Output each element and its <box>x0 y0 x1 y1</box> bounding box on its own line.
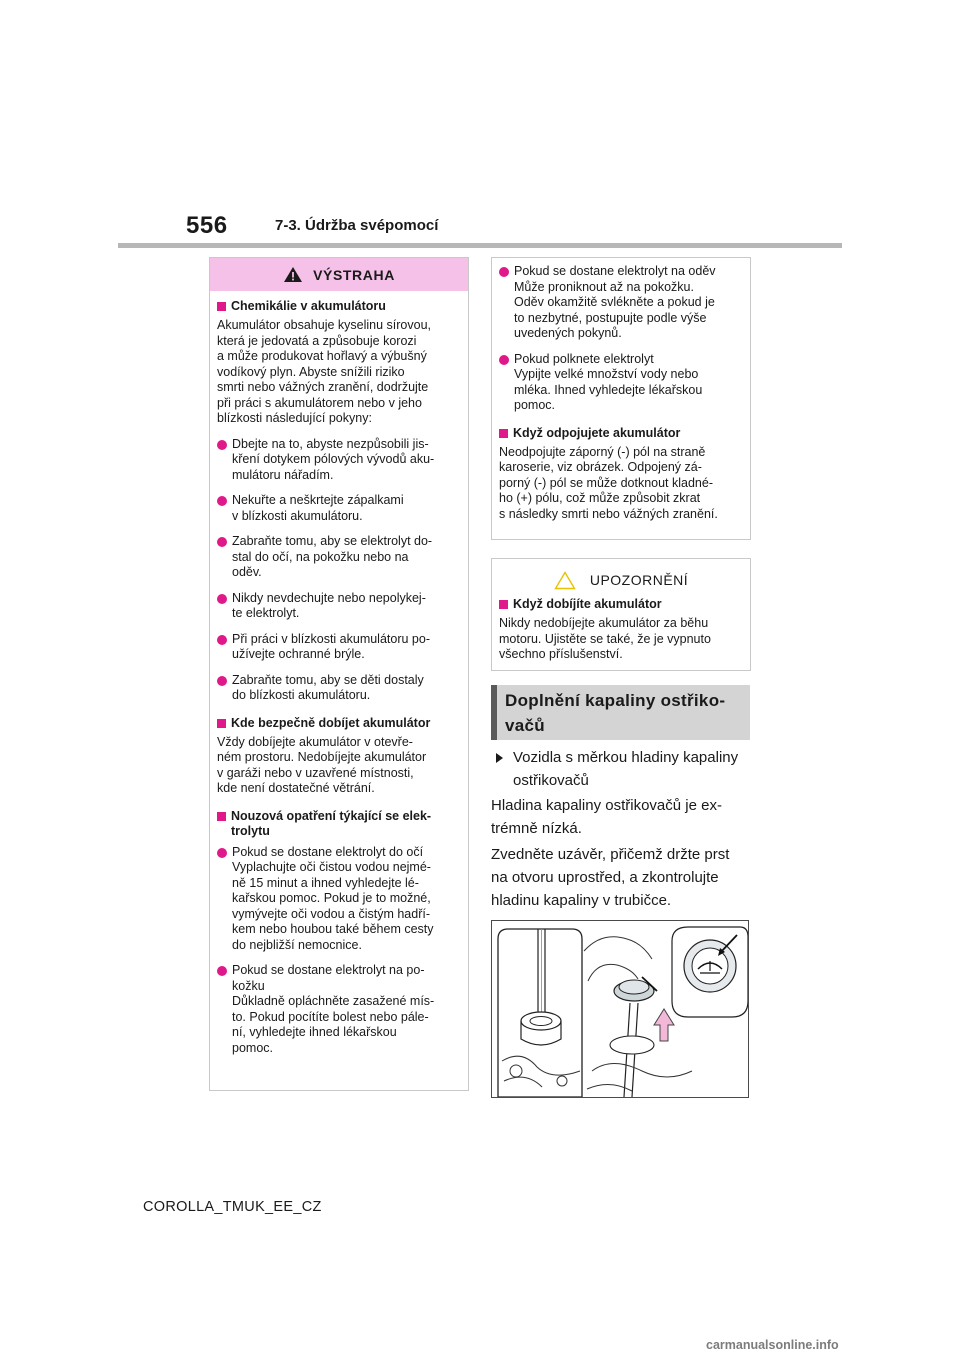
warning-bullet: Zabraňte tomu, aby se děti dostaly do blízkosti akumulátoru. <box>217 673 463 704</box>
circle-bullet-icon <box>217 537 227 547</box>
warning-bullet: Dbejte na to, abyste nezpůsobili jis- kření dotykem pólových vývodů aku- mulátoru nářadím. <box>217 437 463 484</box>
caution-header <box>492 559 750 595</box>
warning-subheading: Nouzová opatření týkající se elek- trolytu <box>217 809 463 839</box>
warning-bullet: Nekuřte a neškrtejte zápalkami v blízkosti akumulátoru. <box>217 493 463 524</box>
warning-bullet: Zabraňte tomu, aby se elektrolyt do- stal do očí, na pokožku nebo na oděv. <box>217 534 463 581</box>
square-bullet-icon <box>217 302 226 311</box>
warning-triangle-icon <box>283 266 303 283</box>
square-bullet-icon <box>499 429 508 438</box>
warning-header <box>210 258 468 291</box>
circle-bullet-icon <box>217 594 227 604</box>
page-number: 556 <box>186 212 228 239</box>
body-paragraph: Hladina kapaliny ostřikovačů je ex- trémně nízká. <box>491 797 722 837</box>
warning-bullet: Při práci v blízkosti akumulátoru po- užívejte ochranné brýle. <box>217 632 463 663</box>
circle-bullet-icon <box>499 355 509 365</box>
circle-bullet-icon <box>499 267 509 277</box>
warning-text: Vždy dobíjejte akumulátor v otevře- ném prostoru. Nedobíjejte akumulátor v garáži nebo v uzavřené místnosti, kde není dostatečné větrání. <box>217 734 427 795</box>
warning-text: Akumulátor obsahuje kyselinu sírovou, která je jedovatá a způsobuje korozi a může produkovat hořlavý a výbušný vodíkový plyn. Abyste snížili riziko smrti nebo vážných zranění, dodržujte při práci s akumulátorem nebo v jeho blízkosti následující pokyny: <box>217 318 432 425</box>
warning-bullet: Pokud se dostane elektrolyt na oděv Může proniknout až na pokožku. Oděv okamžitě svlékněte a pokud je to nezbytné, postupujte podle výše uvedených pokynů. <box>499 264 745 342</box>
warning-bullet: Pokud se dostane elektrolyt na po- kožku Důkladně opláchněte zasažené mís- to. Pokud pocítíte bolest nebo pále- ní, vyhledejte ihned lékařskou pomoc. <box>217 963 463 1056</box>
warning-subheading: Když odpojujete akumulátor <box>499 426 745 441</box>
vehicle-note: Vozidla s měrkou hladiny kapaliny ostřikovačů <box>493 746 755 792</box>
warning-title: VÝSTRAHA <box>313 266 395 283</box>
warning-subheading: Chemikálie v akumulátoru <box>217 299 463 314</box>
caution-box <box>491 558 751 671</box>
washer-fluid-illustration <box>491 920 749 1098</box>
square-bullet-icon <box>217 812 226 821</box>
caution-title: UPOZORNĚNÍ <box>589 572 689 588</box>
warning-bullet: Pokud polknete elektrolyt Vypijte velké množství vody nebo mléka. Ihned vyhledejte lékařskou pomoc. <box>499 352 745 414</box>
warning-subheading: Kde bezpečně dobíjet akumulátor <box>217 716 463 731</box>
circle-bullet-icon <box>217 635 227 645</box>
warning-continued-box <box>491 257 751 540</box>
warning-bullet: Nikdy nevdechujte nebo nepolykej- te elektrolyt. <box>217 591 463 622</box>
section-heading: Doplnění kapaliny ostřiko- vačů <box>491 685 750 740</box>
body-paragraph: Zvedněte uzávěr, přičemž držte prst na otvoru uprostřed, a zkontrolujte hladinu kapaliny v trubičce. <box>491 846 730 909</box>
circle-bullet-icon <box>217 496 227 506</box>
circle-bullet-icon <box>217 966 227 976</box>
arrow-right-icon <box>496 753 503 763</box>
caution-triangle-icon <box>554 571 576 590</box>
section-title: 7-3. Údržba svépomocí <box>275 217 439 234</box>
watermark-link[interactable]: carmanualsonline.info <box>706 1338 839 1352</box>
document-code: COROLLA_TMUK_EE_CZ <box>143 1199 322 1215</box>
warning-text: Neodpojujte záporný (-) pól na straně karoserie, viz obrázek. Odpojený zá- porný (-) pól se může dotknout kladné- ho (+) pólu, což může způsobit zkrat s následky smrti nebo vážných zranění. <box>499 444 718 521</box>
caution-subheading: Když dobíjíte akumulátor <box>499 597 745 612</box>
square-bullet-icon <box>217 719 226 728</box>
circle-bullet-icon <box>217 848 227 858</box>
header-rule <box>118 243 842 248</box>
circle-bullet-icon <box>217 676 227 686</box>
warning-bullet: Pokud se dostane elektrolyt do očí Vyplachujte oči čistou vodou nejmé- ně 15 minut a ihned vyhledejte lé- kařskou pomoc. Pokud je to možné, vymývejte oči vodou a čistým hadří- kem nebo houbou také během cesty do nejbližší nemocnice. <box>217 845 463 954</box>
circle-bullet-icon <box>217 440 227 450</box>
square-bullet-icon <box>499 600 508 609</box>
caution-text: Nikdy nedobíjejte akumulátor za běhu motoru. Ujistěte se také, že je vypnuto všechno příslušenství. <box>499 616 711 661</box>
warning-box <box>209 257 469 1091</box>
